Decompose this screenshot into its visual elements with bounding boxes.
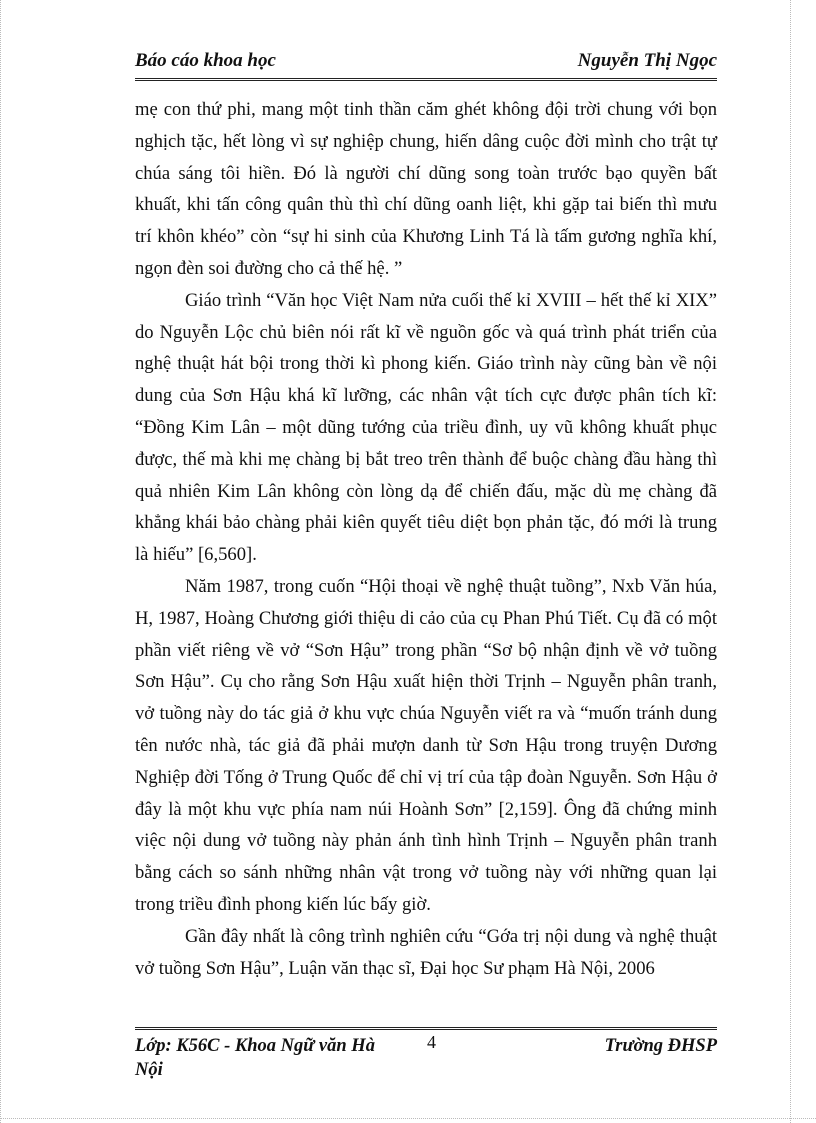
paragraph: Gần đây nhất là công trình nghiên cứu “Gớa trị nội dung và nghệ thuật vở tuồng Sơn Hậu”, Luận văn thạc sĩ, Đại học Sư phạm Hà Nội, 2006 [135, 925, 717, 979]
paragraph: Năm 1987, trong cuốn “Hội thoại về nghệ thuật tuồng”, Nxb Văn húa, H, 1987, Hoàng Chương giới thiệu di cảo của cụ Phan Phú Tiết. Cụ đã có một phần viết riêng về vở “Sơn Hậu” trong phần “Sơ bộ nhận định về vở tuồng Sơn Hậu”. Cụ cho rằng Sơn Hậu xuất hiện thời Trịnh – Nguyễn phân tranh, vở tuồng này do tác giả ở khu vực chúa Nguyễn viết ra và “muốn tránh dung tên nước nhà, tác giả đã phải mượn danh từ Sơn Hậu trong truyện Dương Nghiệp đời Tống ở Trung Quốc để chỉ vị trí của tập đoàn Nguyễn. Sơn Hậu ở đây là một khu vực phía nam núi Hoành Sơn” [2,159]. Ông đã chứng minh việc nội dung vở tuồng này phản ánh tình hình Trịnh – Nguyễn phân tranh bằng cách so sánh những nhân vật trong vở tuồng này với những quan lại trong triều đình phong kiến lúc bấy giờ. [135, 575, 717, 915]
page-border-bottom [0, 1118, 816, 1119]
header-report-title: Báo cáo khoa học [135, 50, 276, 71]
header-author: Nguyễn Thị Ngọc [577, 50, 717, 71]
page-header [135, 48, 717, 81]
page-footer [135, 1027, 717, 1090]
page-border-right [790, 0, 791, 1123]
document-body [135, 94, 717, 984]
page-number: 4 [427, 1032, 436, 1052]
footer-class-info: Lớp: K56C - Khoa Ngữ văn Hà Nội [135, 1036, 375, 1080]
page-border-left [0, 0, 1, 1123]
footer-school: Trường ĐHSP [604, 1036, 717, 1056]
paragraph: Giáo trình “Văn học Việt Nam nửa cuối thế kỉ XVIII – hết thế kỉ XIX” do Nguyễn Lộc chủ biên nói rất kĩ về nguồn gốc và quá trình phát triển của nghệ thuật hát bội trong thời kì phong kiến. Giáo trình này cũng bàn về nội dung của Sơn Hậu khá kĩ lưỡng, các nhân vật tích cực được phân tích kĩ: “Đồng Kim Lân – một dũng tướng của triều đình, uy vũ không khuất phục được, thế mà khi mẹ chàng bị bắt treo trên thành để buộc chàng đầu hàng thì quả nhiên Kim Lân không còn lòng dạ để chiến đấu, mặc dù mẹ chàng đã khẳng khái bảo chàng phải kiên quyết tiêu diệt bọn phản tặc, đó mới là trung là hiếu” [6,560]. [135, 289, 717, 566]
paragraph-continuation: mẹ con thứ phi, mang một tinh thần căm ghét không đội trời chung với bọn nghịch tặc, hết lòng vì sự nghiệp chung, hiến dâng cuộc đời mình cho trật tự chúa sáng tôi hiền. Đó là người chí dũng song toàn trước bạo quyền bất khuất, khi tấn công quân thù thì chí dũng oanh liệt, khi gặp tai biến thì mưu trí khôn khéo” còn “sự hi sinh của Khương Linh Tá là tấm gương nghĩa khí, ngọn đèn soi đường cho cả thế hệ. ” [135, 99, 717, 279]
